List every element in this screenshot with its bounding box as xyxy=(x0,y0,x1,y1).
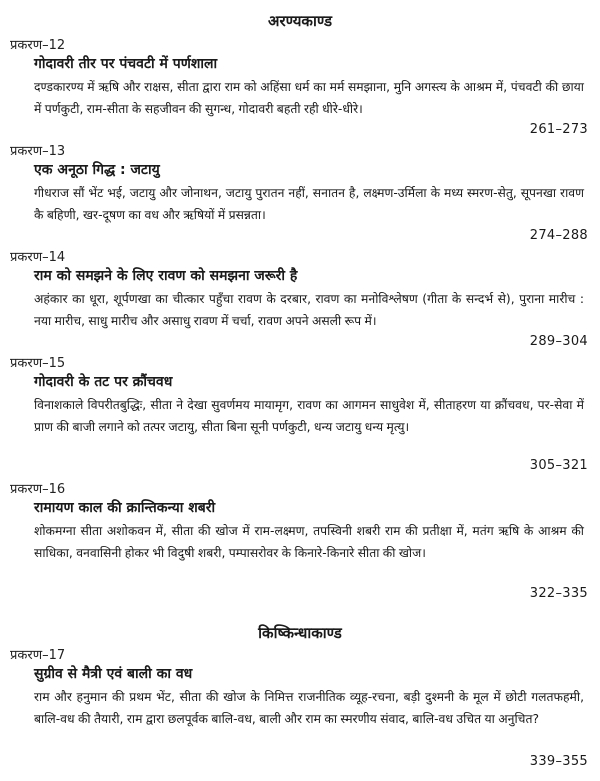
chapter-label: प्रकरण–14 xyxy=(10,250,66,265)
chapter-label: प्रकरण–17 xyxy=(10,648,66,663)
section-heading-kishkindhakand: किष्किन्धाकाण्ड xyxy=(258,624,342,642)
chapter-13 xyxy=(0,144,600,244)
chapter-description: दण्डकारण्य में ऋषि और राक्षस, सीता द्वारा राम को अहिंसा धर्म का मर्म समझाना, मुनि अगस्त्य के आश्रम में, पंचवटी की छाया में पर्णकुटी, राम-सीता के सहजीवन की सुगन्ध, गोदावरी बहती रही धीरे-धीरे। xyxy=(34,80,584,116)
chapter-16 xyxy=(0,482,600,606)
chapter-14 xyxy=(0,250,600,350)
chapter-title: गोदावरी तीर पर पंचवटी में पर्णशाला xyxy=(34,56,218,72)
chapter-description: विनाशकाले विपरीतबुद्धिः, सीता ने देखा सुवर्णमय मायामृग, रावण का आगमन साधुवेश में, सीताहरण या क्रौंचवध, पर-सेवा में प्राण की बाजी लगाने को तत्पर जटायु, सीता बिना सूनी पर्णकुटी, धन्य जटायु धन्य मृत्यु। xyxy=(34,398,584,434)
chapter-15 xyxy=(0,356,600,476)
chapter-page-range: 322–335 xyxy=(529,586,588,601)
chapter-page-range: 289–304 xyxy=(529,334,588,349)
chapter-description: गीधराज सौं भेंट भई, जटायु और जोनाथन, जटायु पुरातन नहीं, सनातन है, लक्ष्मण-उर्मिला के मध्य स्मरण-सेतु, सूपनखा रावण कै बहिणी, खर-दूषण का वध और ऋषियों में प्रसन्नता। xyxy=(34,186,584,222)
chapter-title: रामायण काल की क्रान्तिकन्या शबरी xyxy=(34,500,216,516)
chapter-page-range: 274–288 xyxy=(529,228,588,243)
chapter-description: शोकमग्ना सीता अशोकवन में, सीता की खोज में राम-लक्ष्मण, तपस्विनी शबरी राम की प्रतीक्षा में, मतंग ऋषि के आश्रम की साधिका, वनवासिनी होकर भी विदुषी शबरी, पम्पासरोवर के किनारे-किनारे सीता की खोज। xyxy=(34,524,584,560)
chapter-title: राम को समझने के लिए रावण को समझना जरूरी है xyxy=(34,268,298,284)
section-heading-aranyakand: अरण्यकाण्ड xyxy=(268,12,332,30)
chapter-title: सुग्रीव से मैत्री एवं बाली का वध xyxy=(34,666,193,682)
chapter-title: एक अनूठा गिद्ध : जटायु xyxy=(34,162,160,178)
chapter-label: प्रकरण–12 xyxy=(10,38,66,53)
chapter-17 xyxy=(0,648,600,776)
chapter-page-range: 261–273 xyxy=(529,122,588,137)
chapter-label: प्रकरण–13 xyxy=(10,144,66,159)
chapter-description: राम और हनुमान की प्रथम भेंट, सीता की खोज के निमित्त राजनीतिक व्यूह-रचना, बड़ी दुश्मनी के मूल में छोटी गलतफहमी, बालि-वध की तैयारी, राम द्वारा छलपूर्वक बालि-वध, बाली और राम का स्मरणीय संवाद, बालि-वध उचित या अनुचित? xyxy=(34,690,584,726)
chapter-page-range: 305–321 xyxy=(529,458,588,473)
chapter-title: गोदावरी के तट पर क्रौंचवध xyxy=(34,374,173,390)
chapter-12 xyxy=(0,38,600,138)
chapter-label: प्रकरण–16 xyxy=(10,482,66,497)
chapter-label: प्रकरण–15 xyxy=(10,356,66,371)
chapter-page-range: 339–355 xyxy=(529,754,588,769)
chapter-description: अहंकार का धूरा, शूर्पणखा का चीत्कार पहुँचा रावण के दरबार, रावण का मनोविश्लेषण (गीता के सन्दर्भ से), पुराना मारीच : नया मारीच, साधु मारीच और असाधु रावण में चर्चा, रावण अपने असली रूप में। xyxy=(34,292,584,328)
